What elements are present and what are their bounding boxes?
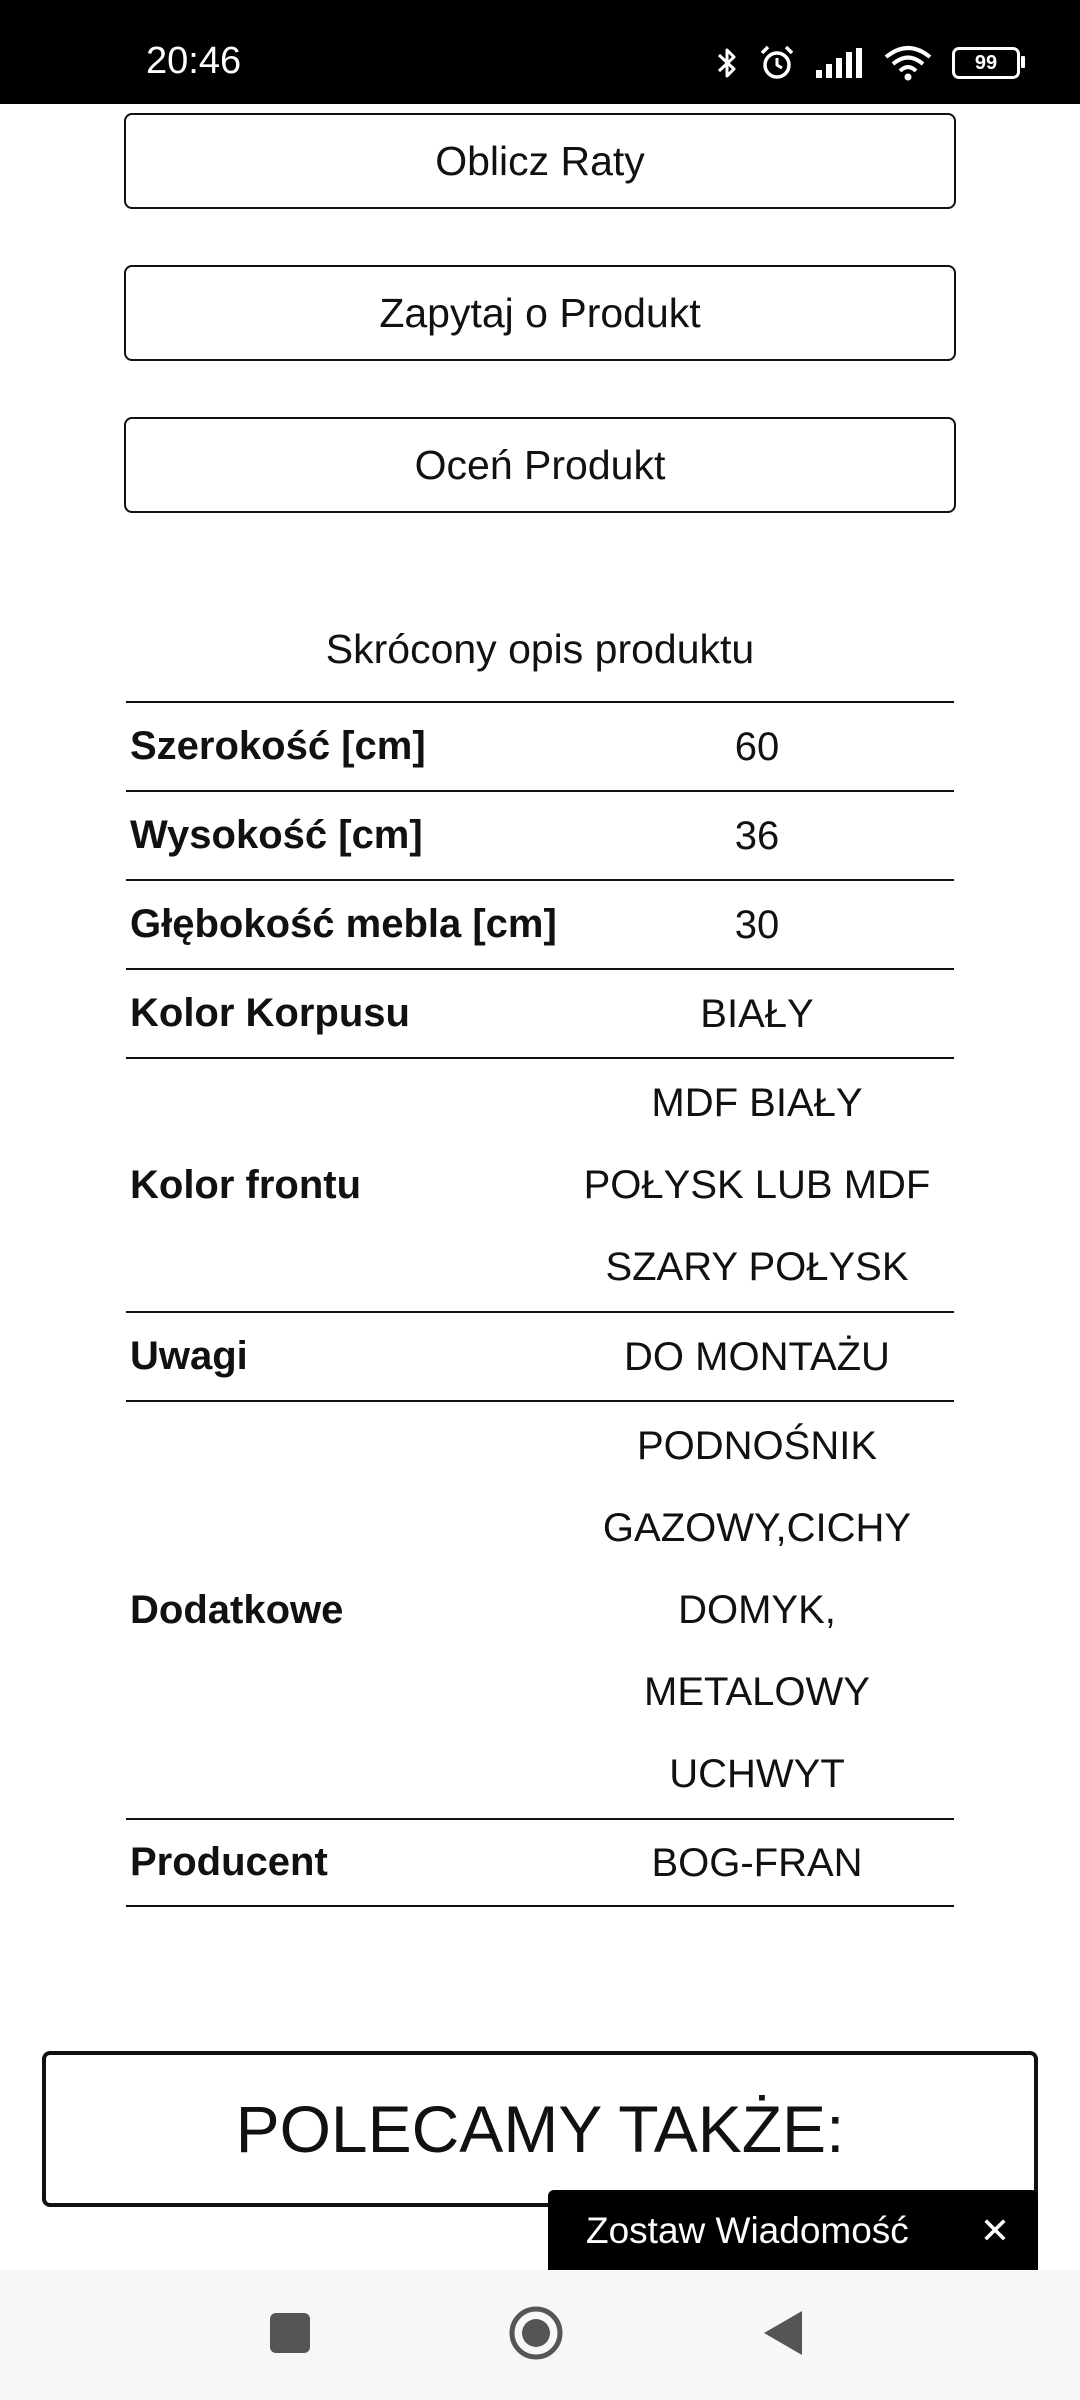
spec-value-line: 60	[734, 724, 780, 769]
wifi-icon	[884, 45, 932, 81]
spec-row	[126, 879, 954, 968]
spec-value-line: GAZOWY,CICHY	[602, 1506, 912, 1550]
spec-row	[126, 968, 954, 1057]
spec-label: Wysokość [cm]	[130, 813, 423, 857]
spec-row	[126, 1400, 954, 1818]
spec-value	[560, 1820, 954, 1905]
bluetooth-icon	[716, 45, 738, 81]
spec-value	[560, 1402, 954, 1818]
spec-value	[560, 970, 954, 1057]
spec-row	[126, 1311, 954, 1400]
spec-label: Dodatkowe	[130, 1587, 344, 1632]
back-icon	[760, 2309, 804, 2362]
spec-row	[126, 1057, 954, 1311]
spec-value-line: UCHWYT	[669, 1752, 845, 1796]
spec-value	[560, 703, 954, 790]
spec-value-line: BOG-FRAN	[651, 1840, 863, 1885]
status-icons	[716, 44, 1020, 82]
spec-label: Kolor Korpusu	[130, 991, 410, 1035]
spec-value-line: SZARY POŁYSK	[605, 1245, 909, 1289]
spec-value-line: BIAŁY	[700, 991, 814, 1036]
spec-row	[126, 790, 954, 879]
ask-about-product-button[interactable]: Zapytaj o Produkt	[124, 265, 956, 361]
status-bar	[0, 0, 1080, 104]
spec-value-line: METALOWY	[644, 1670, 870, 1714]
spec-value	[560, 792, 954, 879]
calc-installments-button[interactable]: Oblicz Raty	[124, 113, 956, 209]
recent-apps-icon	[269, 2312, 311, 2359]
spec-row	[126, 1818, 954, 1907]
spec-label: Kolor frontu	[130, 1162, 362, 1207]
spec-label: Szerokość [cm]	[130, 724, 426, 768]
spec-value	[560, 1059, 954, 1311]
alarm-icon	[758, 44, 796, 82]
spec-value	[560, 1313, 954, 1400]
spec-value-line: DOMYK,	[678, 1588, 836, 1632]
spec-value-line: PODNOŚNIK	[636, 1424, 878, 1468]
spec-value-line: 36	[734, 813, 780, 858]
signal-icon	[816, 48, 864, 78]
rate-product-button[interactable]: Oceń Produkt	[124, 417, 956, 513]
recommend-heading: POLECAMY TAKŻE:	[42, 2051, 1038, 2207]
home-button[interactable]	[476, 2270, 596, 2400]
battery-level: 99	[974, 51, 998, 74]
status-time: 20:46	[146, 40, 242, 82]
spec-value	[560, 881, 954, 968]
battery-indicator	[952, 47, 1020, 79]
spec-title: Skrócony opis produktu	[325, 626, 755, 672]
leave-message-widget[interactable]	[548, 2190, 1038, 2272]
spec-label: Producent	[130, 1840, 328, 1884]
close-icon[interactable]: ✕	[979, 2210, 1010, 2251]
spec-label: Głębokość mebla [cm]	[130, 902, 557, 946]
system-nav-bar	[0, 2270, 1080, 2400]
spec-table	[126, 701, 954, 1907]
back-button[interactable]	[722, 2270, 842, 2400]
spec-row	[126, 701, 954, 790]
spec-label: Uwagi	[130, 1334, 248, 1378]
spec-value-line: MDF BIAŁY	[651, 1081, 863, 1125]
home-icon	[508, 2305, 564, 2366]
recent-apps-button[interactable]	[230, 2270, 350, 2400]
spec-value-line: DO MONTAŻU	[624, 1334, 890, 1379]
spec-value-line: 30	[734, 902, 780, 947]
spec-value-line: POŁYSK LUB MDF	[583, 1163, 931, 1207]
leave-message-label[interactable]: Zostaw Wiadomość	[586, 2210, 909, 2251]
